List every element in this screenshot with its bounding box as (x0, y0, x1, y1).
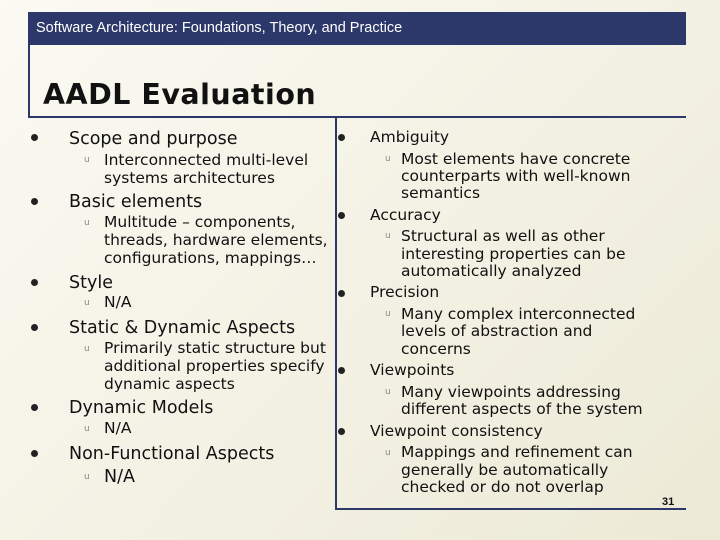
item-consistency-label: Viewpoint consistency (370, 422, 543, 440)
item-ambiguity-label: Ambiguity (370, 128, 450, 146)
item-accuracy-sub-3: automatically analyzed (401, 262, 582, 280)
bullet-dot (31, 279, 38, 286)
item-static-dynamic-sub-2: additional properties specify (104, 357, 325, 375)
item-consistency-sub-2: generally be automatically (401, 461, 609, 479)
item-accuracy-sub-1: Structural as well as other (401, 227, 605, 245)
item-style-sub-1: N/A (104, 293, 132, 311)
item-viewpoints-label: Viewpoints (370, 361, 455, 379)
sub-bullet-glyph: u (84, 424, 90, 434)
sub-bullet-glyph: u (84, 344, 90, 354)
item-viewpoints-sub-2: different aspects of the system (401, 400, 643, 418)
item-static-dynamic-label: Static & Dynamic Aspects (69, 318, 296, 338)
item-accuracy-label: Accuracy (370, 206, 441, 224)
sub-bullet-glyph: u (385, 448, 391, 458)
item-basic-sub-2: threads, hardware elements, (104, 231, 328, 249)
bullet-dot (31, 324, 38, 331)
item-basic-sub-3: configurations, mappings… (104, 249, 317, 267)
column-divider (335, 118, 337, 510)
bullet-dot (338, 134, 345, 141)
item-ambiguity-sub-3: semantics (401, 184, 481, 202)
item-style-label: Style (69, 273, 113, 293)
item-static-dynamic-sub-3: dynamic aspects (104, 375, 235, 393)
slide-title: AADL Evaluation (43, 78, 317, 111)
bullet-dot (338, 367, 345, 374)
item-scope-sub-1: Interconnected multi-level (104, 151, 309, 169)
header-bar (28, 12, 686, 45)
bullet-dot (31, 198, 38, 205)
item-scope-label: Scope and purpose (69, 129, 238, 149)
item-basic-label: Basic elements (69, 192, 203, 212)
sub-bullet-glyph: u (84, 155, 90, 165)
item-consistency-sub-3: checked or do not overlap (401, 478, 604, 496)
sub-bullet-glyph: u (385, 231, 391, 241)
sub-bullet-glyph: u (84, 298, 90, 308)
item-dynamic-models-label: Dynamic Models (69, 398, 214, 418)
bullet-dot (31, 404, 38, 411)
bullet-dot (31, 450, 38, 457)
item-static-dynamic-sub-1: Primarily static structure but (104, 339, 326, 357)
header-title: Software Architecture: Foundations, Theory, and Practice (36, 20, 403, 36)
item-viewpoints-sub-1: Many viewpoints addressing (401, 383, 621, 401)
bullet-dot (338, 290, 345, 297)
item-precision-sub-2: levels of abstraction and (401, 322, 593, 340)
item-precision-label: Precision (370, 283, 440, 301)
bullet-dot (338, 212, 345, 219)
sub-bullet-glyph: u (84, 218, 90, 228)
item-dynamic-models-sub-1: N/A (104, 419, 132, 437)
item-basic-sub-1: Multitude – components, (104, 213, 296, 231)
item-precision-sub-1: Many complex interconnected (401, 305, 636, 323)
bullet-dot (338, 428, 345, 435)
sub-bullet-glyph: u (385, 154, 391, 164)
item-nonfunctional-sub-1: N/A (104, 467, 135, 487)
item-ambiguity-sub-1: Most elements have concrete (401, 150, 631, 168)
item-ambiguity-sub-2: counterparts with well-known (401, 167, 631, 185)
item-precision-sub-3: concerns (401, 340, 471, 358)
sub-bullet-glyph: u (84, 472, 90, 482)
sub-bullet-glyph: u (385, 387, 391, 397)
item-consistency-sub-1: Mappings and refinement can (401, 443, 633, 461)
bullet-dot (31, 134, 38, 141)
page-number: 31 (662, 496, 675, 508)
bottom-rule (335, 508, 686, 510)
item-scope-sub-2: systems architectures (104, 169, 275, 187)
sub-bullet-glyph: u (385, 309, 391, 319)
item-nonfunctional-label: Non-Functional Aspects (69, 444, 275, 464)
item-accuracy-sub-2: interesting properties can be (401, 245, 626, 263)
